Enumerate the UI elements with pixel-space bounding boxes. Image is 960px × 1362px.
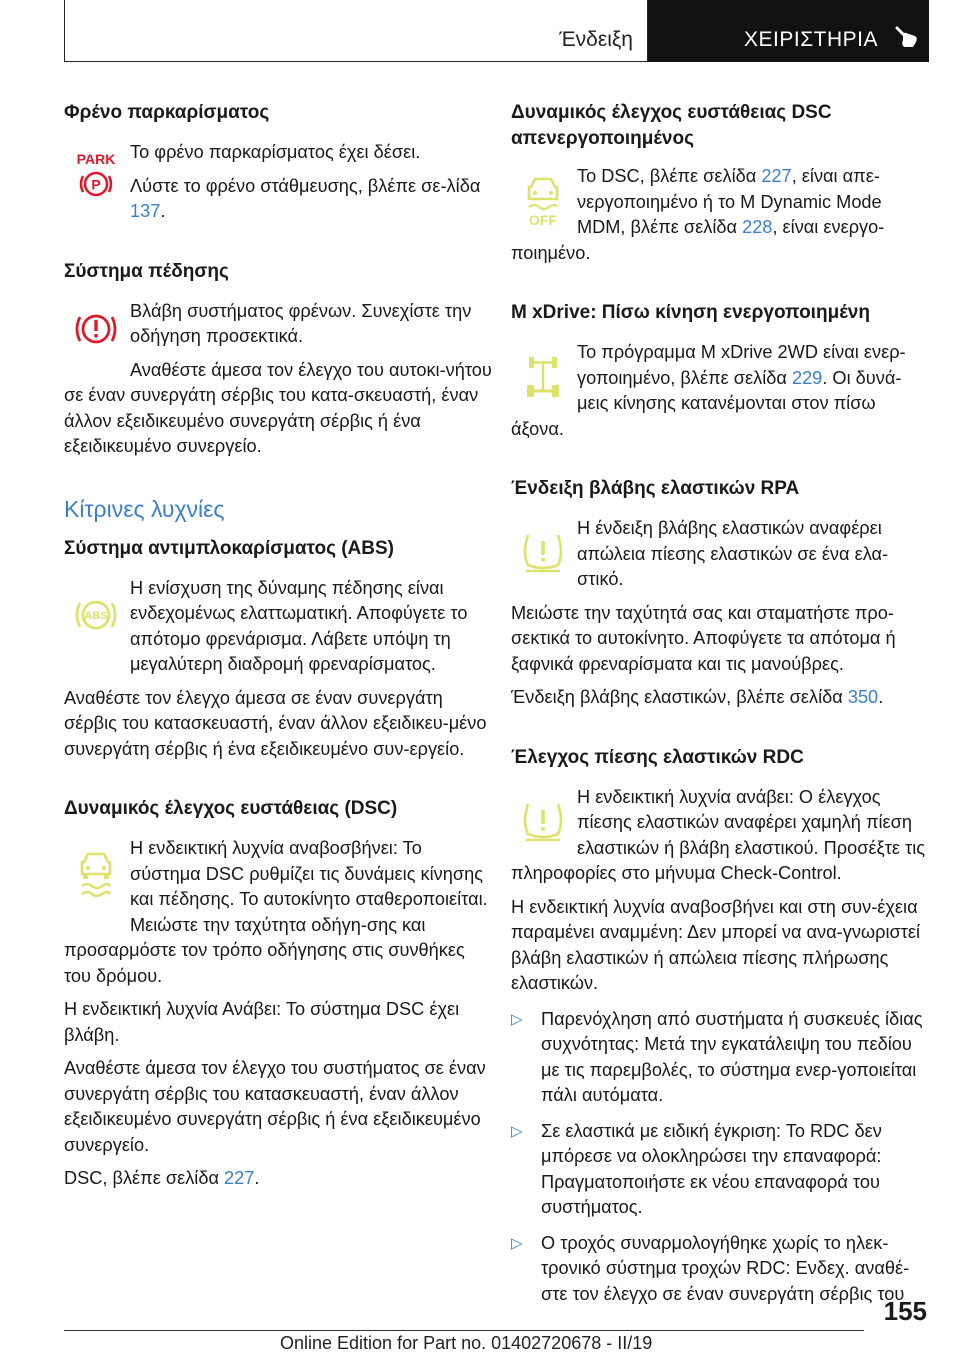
park-brake-text-2: Λύστε το φρένο στάθμευσης, βλέπε σε-λίδα 137. [130,175,481,221]
abs-heading: Σύστημα αντιμπλοκαρίσματος (ABS) [64,537,395,559]
rdc-text-2: Η ενδεικτική λυχνία αναβοσβήνει και στη συν-έχεια παραμένει αναμμένη: Δεν μπορεί να ανα-γνωριστεί βλάβη ελαστικών ή απώλεια πίεσης πλήρωσης ελαστικών. [511,896,921,993]
park-brake-heading: Φρένο παρκαρίσματος [64,102,270,123]
brake-system-text-1: Βλάβη συστήματος φρένων. Συνεχίστε την οδήγηση προσεκτικά. [130,300,472,346]
xdrive-text: Το πρόγραμμα M xDrive 2WD είναι ενερ-γοποιημένο, βλέπε σελίδα 229. Οι δυνά-μεις κίνησης κατανέμονται στον πίσω άξονα. [511,342,906,439]
dsc-text-4: DSC, βλέπε σελίδα 227. [64,1168,260,1188]
tire-warning-icon-rpa [511,516,575,590]
rpa-text-1: Η ένδειξη βλάβης ελαστικών αναφέρει απώλεια πίεσης ελαστικών σε ένα ελα-στικό. [577,518,889,589]
brake-system-heading: Σύστημα πέδησης [64,260,229,282]
park-brake-icon [64,140,128,210]
page-link-227[interactable]: 227 [224,1168,255,1188]
list-item: ▷ Ο τροχός συναρμολογήθηκε χωρίς το ηλεκ-τρονικό σύστημα τροχών RDC: Ενδεχ. αναθέ-στε τον έλεγχο σε έναν συνεργάτη σέρβις του [511,1231,927,1308]
yellow-lamps-heading: Κίτρινες λυχνίες [64,495,225,522]
page-link-350[interactable]: 350 [847,687,879,707]
abs-section [64,576,492,763]
tire-warning-icon-rdc [511,785,575,859]
page-link-229[interactable]: 229 [791,367,823,388]
dsc-heading: Δυναμικός έλεγχος ευστάθειας (DSC) [64,798,398,819]
section-tab [64,0,648,62]
rdc-text-1: Η ενδεικτική λυχνία ανάβει: Ο έλεγχος πίεσης ελαστικών αναφέρει χαμηλή πίεση ελαστικών ή βλάβη ελαστικού. Προσέξτε τις πληροφορίες στο μήνυμα Check-Control. [511,786,926,883]
left-column [64,100,492,1192]
page-header [64,0,929,64]
abs-icon [64,576,128,654]
park-brake-section [64,140,492,225]
abs-text-2: Αναθέστε τον έλεγχο άμεσα σε έναν συνεργάτη σέρβις του κατασκευαστή, έναν άλλον εξειδικευ-μένο συνεργάτη σέρβις ή ένα εξειδικευμένο συν-εργείο. [64,687,487,759]
page-link-228[interactable]: 228 [742,217,773,237]
xdrive-heading: M xDrive: Πίσω κίνηση ενεργοποιημένη [511,302,870,323]
abs-text-1: Η ενίσχυση της δύναμης πέδησης είναι ενδεχομένως ελαττωματική. Αποφύγετε το απότομο φρενάρισμα. Λάβετε υπόψη τη μεγαλύτερη διαδρομή φρεναρίσματος. [130,577,468,674]
footer-divider [64,1330,864,1331]
dsc-text-1: Η ενδεικτική λυχνία αναβοσβήνει: Το σύστημα DSC ρυθμίζει τις δυνάμεις κίνησης και πέδησης. Το αυτοκίνητο σταθεροποιείται. Μειώστε την ταχύτητα οδήγη-σης και προσαρμόστε τον τρόπο οδήγησης στις συνθήκες του δρόμου. [64,838,488,986]
rdc-bullet-list [511,1007,927,1308]
page-link-227b[interactable]: 227 [761,166,792,186]
pointing-hand-icon [891,20,921,50]
list-item: ▷ Παρενόχληση από συστήματα ή συσκευές ίδιας συχνότητας: Μετά την εγκατάλειψη του πεδίου με τις παρεμβολές, το σύστημα ενερ-γοποιείται πάλι αυτόματα. [511,1007,927,1109]
rear-drive-icon [511,340,575,414]
abs-icon-text: ABS [84,609,108,622]
xdrive-section [511,340,927,442]
rpa-section [511,516,927,711]
rpa-heading: Ένδειξη βλάβης ελαστικών RPA [511,478,800,499]
dsc-text-3: Αναθέστε άμεσα τον έλεγχο του συστήματος σε έναν συνεργάτη σέρβις του κατασκευαστή, έναν άλλον εξειδικευμένο συνεργάτη σέρβις ή ένα εξειδικευμένο συνεργείο. [64,1058,486,1155]
dsc-off-section [511,164,927,266]
rpa-text-2: Μειώστε την ταχύτητά σας και σταματήστε προ-σεκτικά το αυτοκίνητο. Αποφύγετε τα απότομα ή ξαφνικά φρεναρίσματα και τις μανούβρες. [511,602,896,674]
dsc-icon [64,836,128,916]
page-number: 155 [883,1296,927,1326]
rdc-heading: Έλεγχος πίεσης ελαστικών RDC [511,746,804,768]
brake-warning-icon [64,299,128,359]
list-item: ▷ Σε ελαστικά με ειδική έγκριση: Το RDC δεν μπόρεσε να ολοκληρώσει την επαναφορά: Πραγματοποιήστε εκ νέου επαναφορά του συστήματος. [511,1119,927,1221]
dsc-off-icon-text: OFF [529,212,557,227]
rpa-text-3: Ένδειξη βλάβης ελαστικών, βλέπε σελίδα 350. [511,687,884,707]
dsc-off-icon [511,164,575,238]
chapter-label: ΧΕΙΡΙΣΤΗΡΙΑ [744,28,879,51]
dsc-section [64,836,492,1192]
brake-system-section [64,299,492,460]
dsc-off-heading: Δυναμικός έλεγχος ευστάθειας DSC απενεργοποιημένος [511,102,832,149]
page-link-137[interactable]: 137 [130,201,161,221]
footer-text: Online Edition for Part no. 01402720678 - II/19 [280,1333,653,1353]
park-brake-text-1: Το φρένο παρκαρίσματος έχει δέσει. [130,142,421,162]
park-icon-text: PARK [76,151,116,167]
dsc-off-text: Το DSC, βλέπε σελίδα 227, είναι απε-νεργοποιημένο ή το M Dynamic Mode MDM, βλέπε σελίδα 228, είναι ενεργο-ποιημένο. [511,166,885,263]
rdc-section [511,785,927,1308]
brake-system-text-2: Αναθέστε άμεσα τον έλεγχο του αυτοκι-νήτου σε έναν συνεργάτη σέρβις του κατα-σκευαστή, έναν άλλον εξειδικευμένο συνεργάτη σέρβις ή ένα εξειδικευμένο συνεργείο. [64,359,492,456]
svg-text:P: P [91,176,101,193]
dsc-text-2: Η ενδεικτική λυχνία Ανάβει: Το σύστημα DSC έχει βλάβη. [64,999,460,1045]
right-column [511,100,927,1307]
chapter-tab [648,0,929,62]
section-label: Ένδειξη [559,28,633,51]
